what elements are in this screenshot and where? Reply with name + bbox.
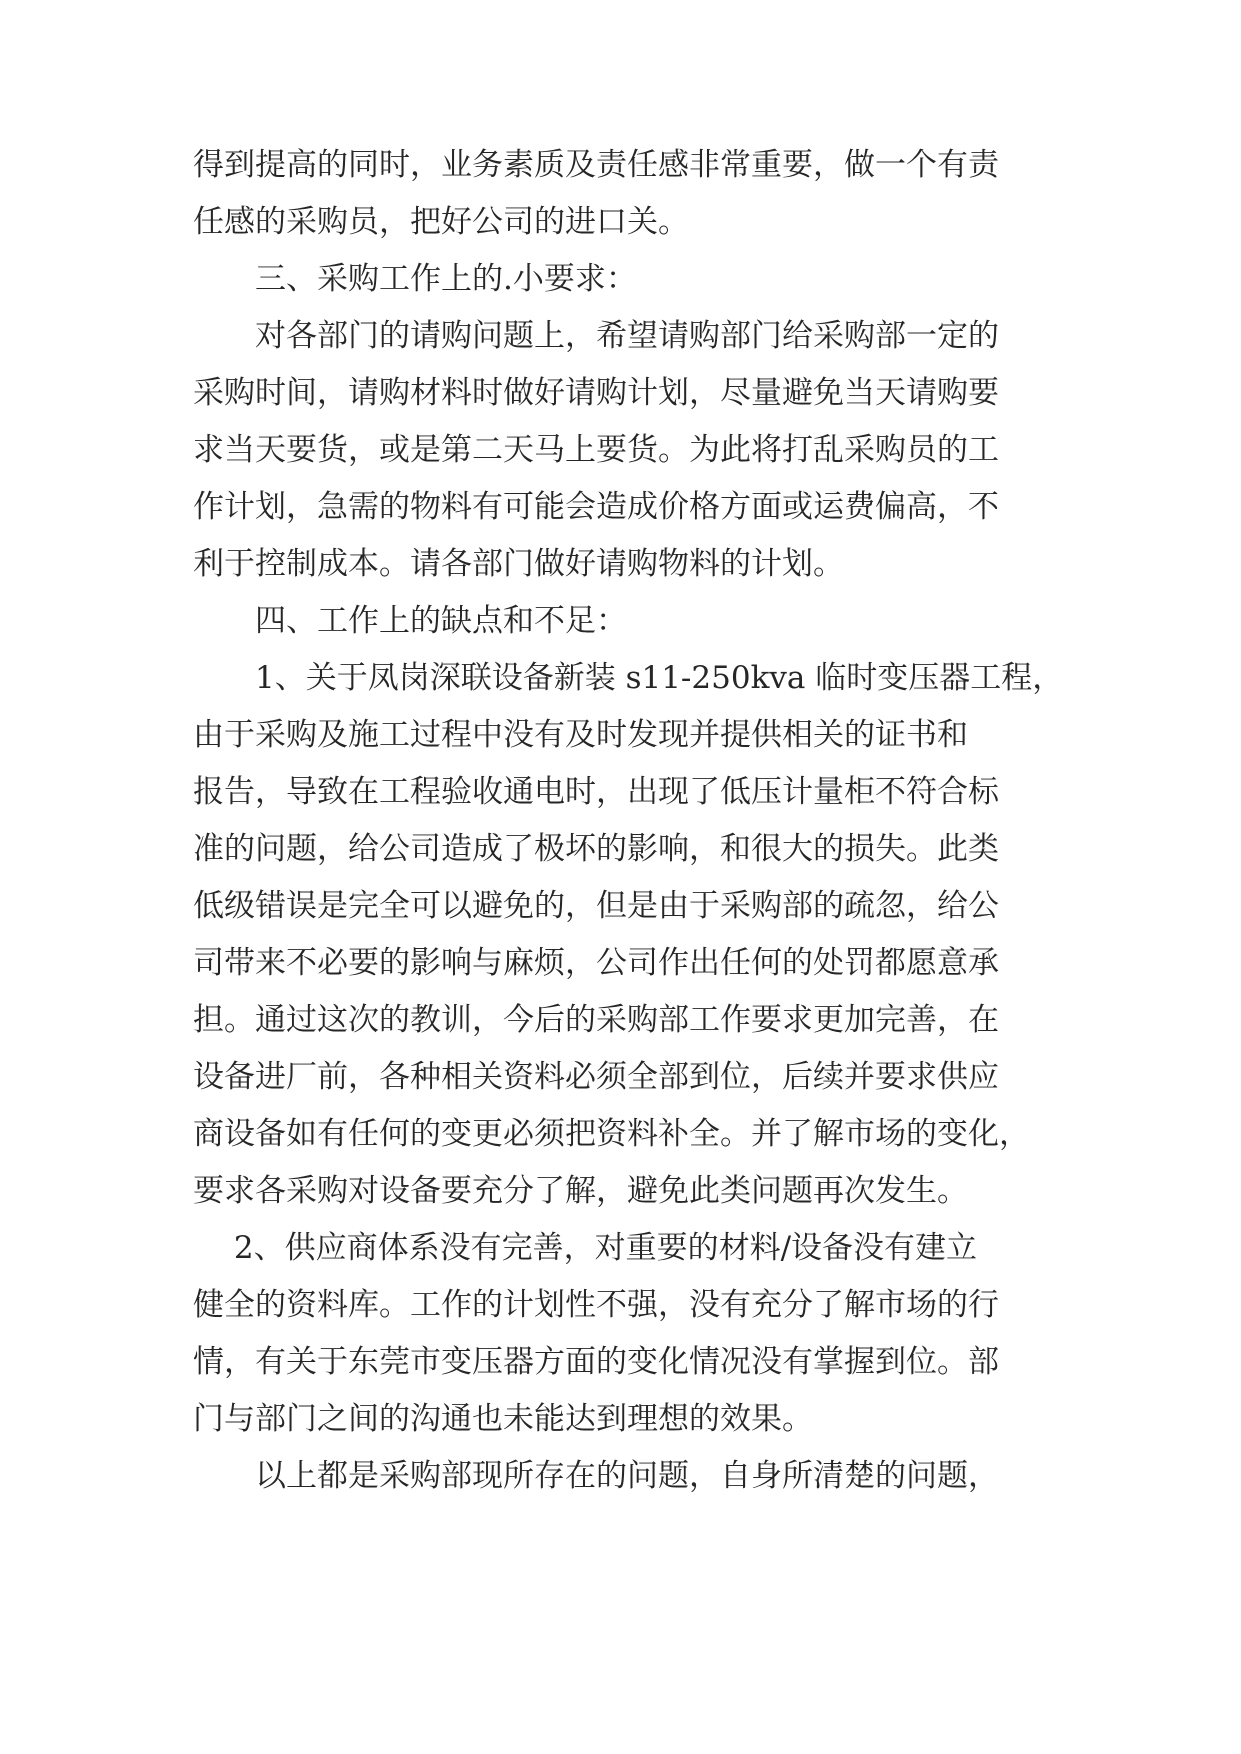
text-line: 以上都是采购部现所存在的问题，自身所清楚的问题， [193,1458,999,1494]
text-line: 作计划，急需的物料有可能会造成价格方面或运费偏高，不 [193,489,999,525]
text-line: 设备进厂前，各种相关资料必须全部到位，后续并要求供应 [193,1059,999,1095]
text-line: 健全的资料库。工作的计划性不强，没有充分了解市场的行 [193,1287,999,1323]
section-heading: 四、工作上的缺点和不足： [193,603,627,639]
text-line: 报告，导致在工程验收通电时，出现了低压计量柜不符合标 [193,774,999,810]
text-line: 对各部门的请购问题上，希望请购部门给采购部一定的 [193,318,999,354]
text-line: 1、关于凤岗深联设备新装 s11-250kva 临时变压器工程， [193,660,1064,696]
text-line: 担。通过这次的教训，今后的采购部工作要求更加完善，在 [193,1002,999,1038]
text-line: 利于控制成本。请各部门做好请购物料的计划。 [193,546,844,582]
text-line: 准的问题，给公司造成了极坏的影响，和很大的损失。此类 [193,831,999,867]
text-line: 门与部门之间的沟通也未能达到理想的效果。 [193,1401,813,1437]
text-line: 情，有关于东莞市变压器方面的变化情况没有掌握到位。部 [193,1344,999,1380]
text-line: 求当天要货，或是第二天马上要货。为此将打乱采购员的工 [193,432,999,468]
text-line: 商设备如有任何的变更必须把资料补全。并了解市场的变化， [193,1116,1030,1152]
text-line: 司带来不必要的影响与麻烦，公司作出任何的处罚都愿意承 [193,945,999,981]
text-line: 2、供应商体系没有完善，对重要的材料/设备没有建立 [193,1230,978,1266]
text-line: 任感的采购员，把好公司的进口关。 [193,204,689,240]
text-line: 由于采购及施工过程中没有及时发现并提供相关的证书和 [193,717,968,753]
text-line: 得到提高的同时，业务素质及责任感非常重要，做一个有责 [193,147,999,183]
text-line: 要求各采购对设备要充分了解，避免此类问题再次发生。 [193,1173,968,1209]
section-heading: 三、采购工作上的.小要求： [193,261,637,297]
text-line: 低级错误是完全可以避免的，但是由于采购部的疏忽，给公 [193,888,999,924]
text-line: 采购时间，请购材料时做好请购计划，尽量避免当天请购要 [193,375,999,411]
